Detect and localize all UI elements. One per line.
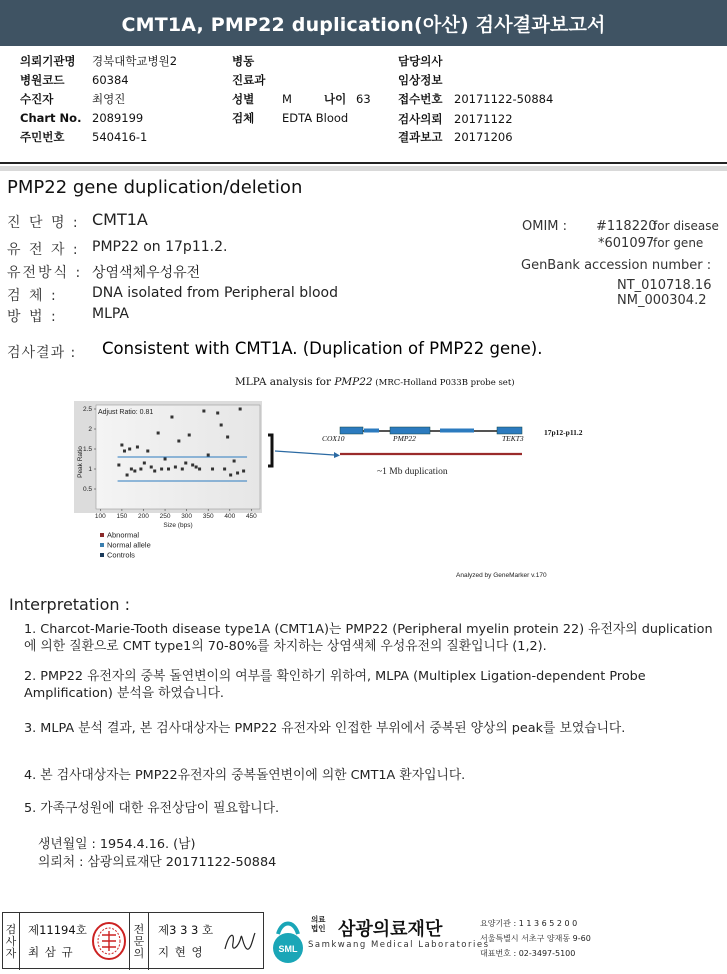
- legend-swatch-controls: [100, 553, 104, 557]
- data-point: [174, 466, 177, 469]
- data-point: [229, 474, 232, 477]
- info-receipt-no: 접수번호 20171122-50884: [398, 92, 554, 106]
- gene-label-tekt3: TEKT3: [502, 434, 524, 443]
- interpretation-item-5: 5. 가족구성원에 대한 유전상담이 필요합니다.: [24, 801, 280, 816]
- gene-label-pmp22: PMP22: [393, 434, 416, 443]
- x-tick-label: 150: [116, 513, 128, 520]
- data-point: [136, 446, 139, 449]
- contact-code: 요양기관 : 1 1 3 6 5 2 0 0: [480, 919, 578, 928]
- org-prefix: 의료 법인: [311, 915, 326, 933]
- data-point: [191, 464, 194, 467]
- data-point: [207, 454, 210, 457]
- data-point: [242, 470, 245, 473]
- specialist-name: 지 현 영: [158, 945, 204, 959]
- gene-value: PMP22 on 17p11.2.: [92, 239, 228, 255]
- data-point: [117, 464, 120, 467]
- data-point: [157, 432, 160, 435]
- diagnosis-label: 진 단 명 :: [7, 215, 80, 231]
- data-point: [181, 468, 184, 471]
- data-point: [198, 468, 201, 471]
- data-point: [220, 424, 223, 427]
- x-tick-label: 450: [245, 513, 257, 520]
- interpretation-item-3: 3. MLPA 분석 결과, 본 검사대상자는 PMP22 유전자와 인접한 부위에서 중복된 양상의 peak를 보였습니다.: [24, 721, 626, 736]
- data-point: [167, 468, 170, 471]
- report-title: CMT1A, PMP22 duplication(아산) 검사결과보고서: [121, 13, 606, 36]
- data-point: [139, 468, 142, 471]
- info-chart-no: Chart No. 2089199: [20, 111, 144, 125]
- bracket: [268, 435, 272, 466]
- genbank-nm: NM_000304.2: [617, 293, 707, 308]
- y-tick-label: 1: [88, 466, 92, 474]
- data-point: [184, 462, 187, 465]
- info-resident-no: 주민번호 540416-1: [20, 130, 148, 144]
- info-hospital-code: 병원코드 60384: [20, 73, 129, 87]
- data-point: [133, 470, 136, 473]
- method-label: 방 법 :: [7, 309, 58, 325]
- omim-gene-note: for gene: [653, 236, 704, 250]
- x-tick-label: 250: [159, 513, 171, 520]
- y-tick-label: 0.5: [82, 486, 92, 494]
- omim-label: OMIM :: [522, 219, 568, 234]
- arrow-head: [334, 452, 340, 458]
- gene-block-cox10: [340, 427, 363, 434]
- info-sex: 성별 M 나이 63: [232, 92, 371, 106]
- omim-gene-id: *601097: [598, 236, 655, 251]
- data-point: [126, 474, 129, 477]
- inspector-license: 제11194호: [28, 923, 87, 937]
- inspector-name: 최 삼 규: [28, 945, 74, 959]
- info-request-date: 검사의뢰 20171122: [398, 112, 513, 126]
- info-report-date: 결과보고 20171206: [398, 130, 513, 144]
- data-point: [223, 468, 226, 471]
- gene-label-cox10: COX10: [322, 434, 345, 443]
- arrow-line: [275, 451, 334, 455]
- data-point: [160, 468, 163, 471]
- svg-text:SML: SML: [278, 944, 298, 954]
- interpretation-item-2: 2. PMP22 유전자의 중복 돌연변이의 여부를 확인하기 위하여, MLPA (Multiplex Ligation-dependent Probe Amplification) 분석을 하였습니다.: [24, 669, 646, 701]
- interpretation-item-4: 4. 본 검사대상자는 PMP22유전자의 중복돌연변이에 의한 CMT1A 환자입니다.: [24, 768, 466, 783]
- data-point: [233, 460, 236, 463]
- inspector-label: 검 사 자: [3, 913, 20, 970]
- legend-swatch-normal: [100, 543, 104, 547]
- legend-swatch-abnormal: [100, 533, 104, 537]
- info-department: 진료과: [232, 73, 266, 87]
- org-subtitle: Samkwang Medical Laboratories: [308, 940, 490, 950]
- result-value: Consistent with CMT1A. (Duplication of PMP22 gene).: [102, 339, 543, 358]
- referral: 의뢰처 : 삼광의료재단 20171122-50884: [38, 855, 277, 870]
- diagnosis-value: CMT1A: [92, 210, 148, 229]
- specimen-value: DNA isolated from Peripheral blood: [92, 285, 339, 301]
- info-specimen: 검체 EDTA Blood: [232, 111, 349, 125]
- method-value: MLPA: [92, 306, 130, 322]
- mlpa-chart: [72, 397, 632, 582]
- interpretation-title: Interpretation :: [9, 595, 130, 614]
- data-point: [202, 410, 205, 413]
- data-point: [211, 468, 214, 471]
- data-point: [120, 444, 123, 447]
- data-point: [150, 466, 153, 469]
- inheritance-value: 상염색체우성유전: [92, 265, 201, 281]
- gene-label: 유 전 자 :: [7, 242, 80, 258]
- report-title-bar: [0, 0, 727, 46]
- data-point: [143, 462, 146, 465]
- data-point: [130, 468, 133, 471]
- x-tick-label: 300: [181, 513, 193, 520]
- y-axis-label: Peak Ratio: [77, 446, 84, 478]
- info-ward: 병동: [232, 54, 255, 68]
- y-tick-label: 2: [88, 426, 92, 434]
- data-point: [239, 408, 242, 411]
- y-tick-label: 2.5: [82, 406, 92, 414]
- data-point: [188, 434, 191, 437]
- data-point: [164, 458, 167, 461]
- gene-block-pmp22: [390, 427, 430, 434]
- duplication-label: ~1 Mb duplication: [377, 467, 448, 477]
- data-point: [123, 450, 126, 453]
- data-point: [170, 416, 173, 419]
- x-tick-label: 100: [94, 513, 106, 520]
- footer: [0, 912, 727, 974]
- data-point: [128, 448, 131, 451]
- gene-block-tekt3: [497, 427, 522, 434]
- organization-logo: [268, 912, 591, 972]
- contact-phone: 대표번호 : 02-3497-5100: [480, 949, 576, 958]
- patient-info-block: [0, 46, 727, 164]
- x-tick-label: 400: [224, 513, 236, 520]
- data-point: [146, 450, 149, 453]
- inheritance-label: 유전방식 :: [7, 265, 83, 281]
- gene-block-4: [440, 429, 474, 433]
- analyzed-by: Analyzed by GeneMarker v.170: [456, 572, 547, 579]
- contact-address: 서울특별시 서초구 양재동 9-60: [480, 934, 591, 943]
- specialist-label: 전 문 의: [129, 913, 149, 970]
- data-point: [236, 472, 239, 475]
- mlpa-title: MLPA analysis for PMP22 (MRC-Holland P033B probe set): [235, 376, 515, 388]
- gene-title: PMP22 gene duplication/deletion: [7, 177, 303, 198]
- x-tick-label: 200: [138, 513, 149, 520]
- signature-icon: [221, 927, 259, 957]
- omim-disease-note: for disease: [653, 219, 719, 233]
- adjust-ratio-annotation: Adjust Ratio: 0.81: [98, 409, 154, 416]
- sml-logo-icon: [268, 914, 308, 970]
- specimen-label: 검 체 :: [7, 288, 58, 304]
- seal-icon: [91, 921, 127, 961]
- y-tick-label: 1.5: [82, 446, 92, 454]
- legend-abnormal: Abnormal: [107, 530, 140, 540]
- signature-box: [2, 912, 264, 969]
- specialist-license: 제3 3 3 호: [158, 923, 214, 937]
- result-label: 검사결과 :: [7, 345, 77, 361]
- org-name: 삼광의료재단: [338, 919, 443, 940]
- info-patient: 수진자 최영진: [20, 92, 126, 106]
- data-point: [153, 470, 156, 473]
- data-point: [195, 466, 198, 469]
- data-point: [177, 440, 180, 443]
- x-axis-label: Size (bps): [163, 522, 193, 529]
- legend-normal: Normal allele: [107, 540, 151, 550]
- x-tick-label: 350: [202, 513, 214, 520]
- genbank-label: GenBank accession number :: [521, 258, 712, 273]
- data-point: [226, 436, 229, 439]
- info-clinical: 임상정보: [398, 73, 443, 87]
- interpretation-item-1: 1. Charcot-Marie-Tooth disease type1A (CMT1A)는 PMP22 (Peripheral myelin protein 22) 유전자의 duplication에 의한 질환으로 CMT type1의 70-80%를 차지하는 상염색체 우성유전의 질환입니다 (1,2).: [24, 622, 713, 654]
- omim-disease-id: #118220: [596, 219, 657, 234]
- birth-date: 생년월일 : 1954.4.16. (남): [38, 837, 196, 852]
- data-point: [216, 412, 219, 415]
- legend-controls: Controls: [107, 550, 135, 560]
- info-doctor: 담당의사: [398, 54, 443, 68]
- gene-block-2: [364, 429, 379, 433]
- region-label: 17p12-p11.2: [544, 428, 583, 437]
- info-institution: 의뢰기관명 경북대학교병원2: [20, 54, 178, 68]
- separator-band: [0, 166, 727, 171]
- genbank-nt: NT_010718.16: [617, 278, 712, 293]
